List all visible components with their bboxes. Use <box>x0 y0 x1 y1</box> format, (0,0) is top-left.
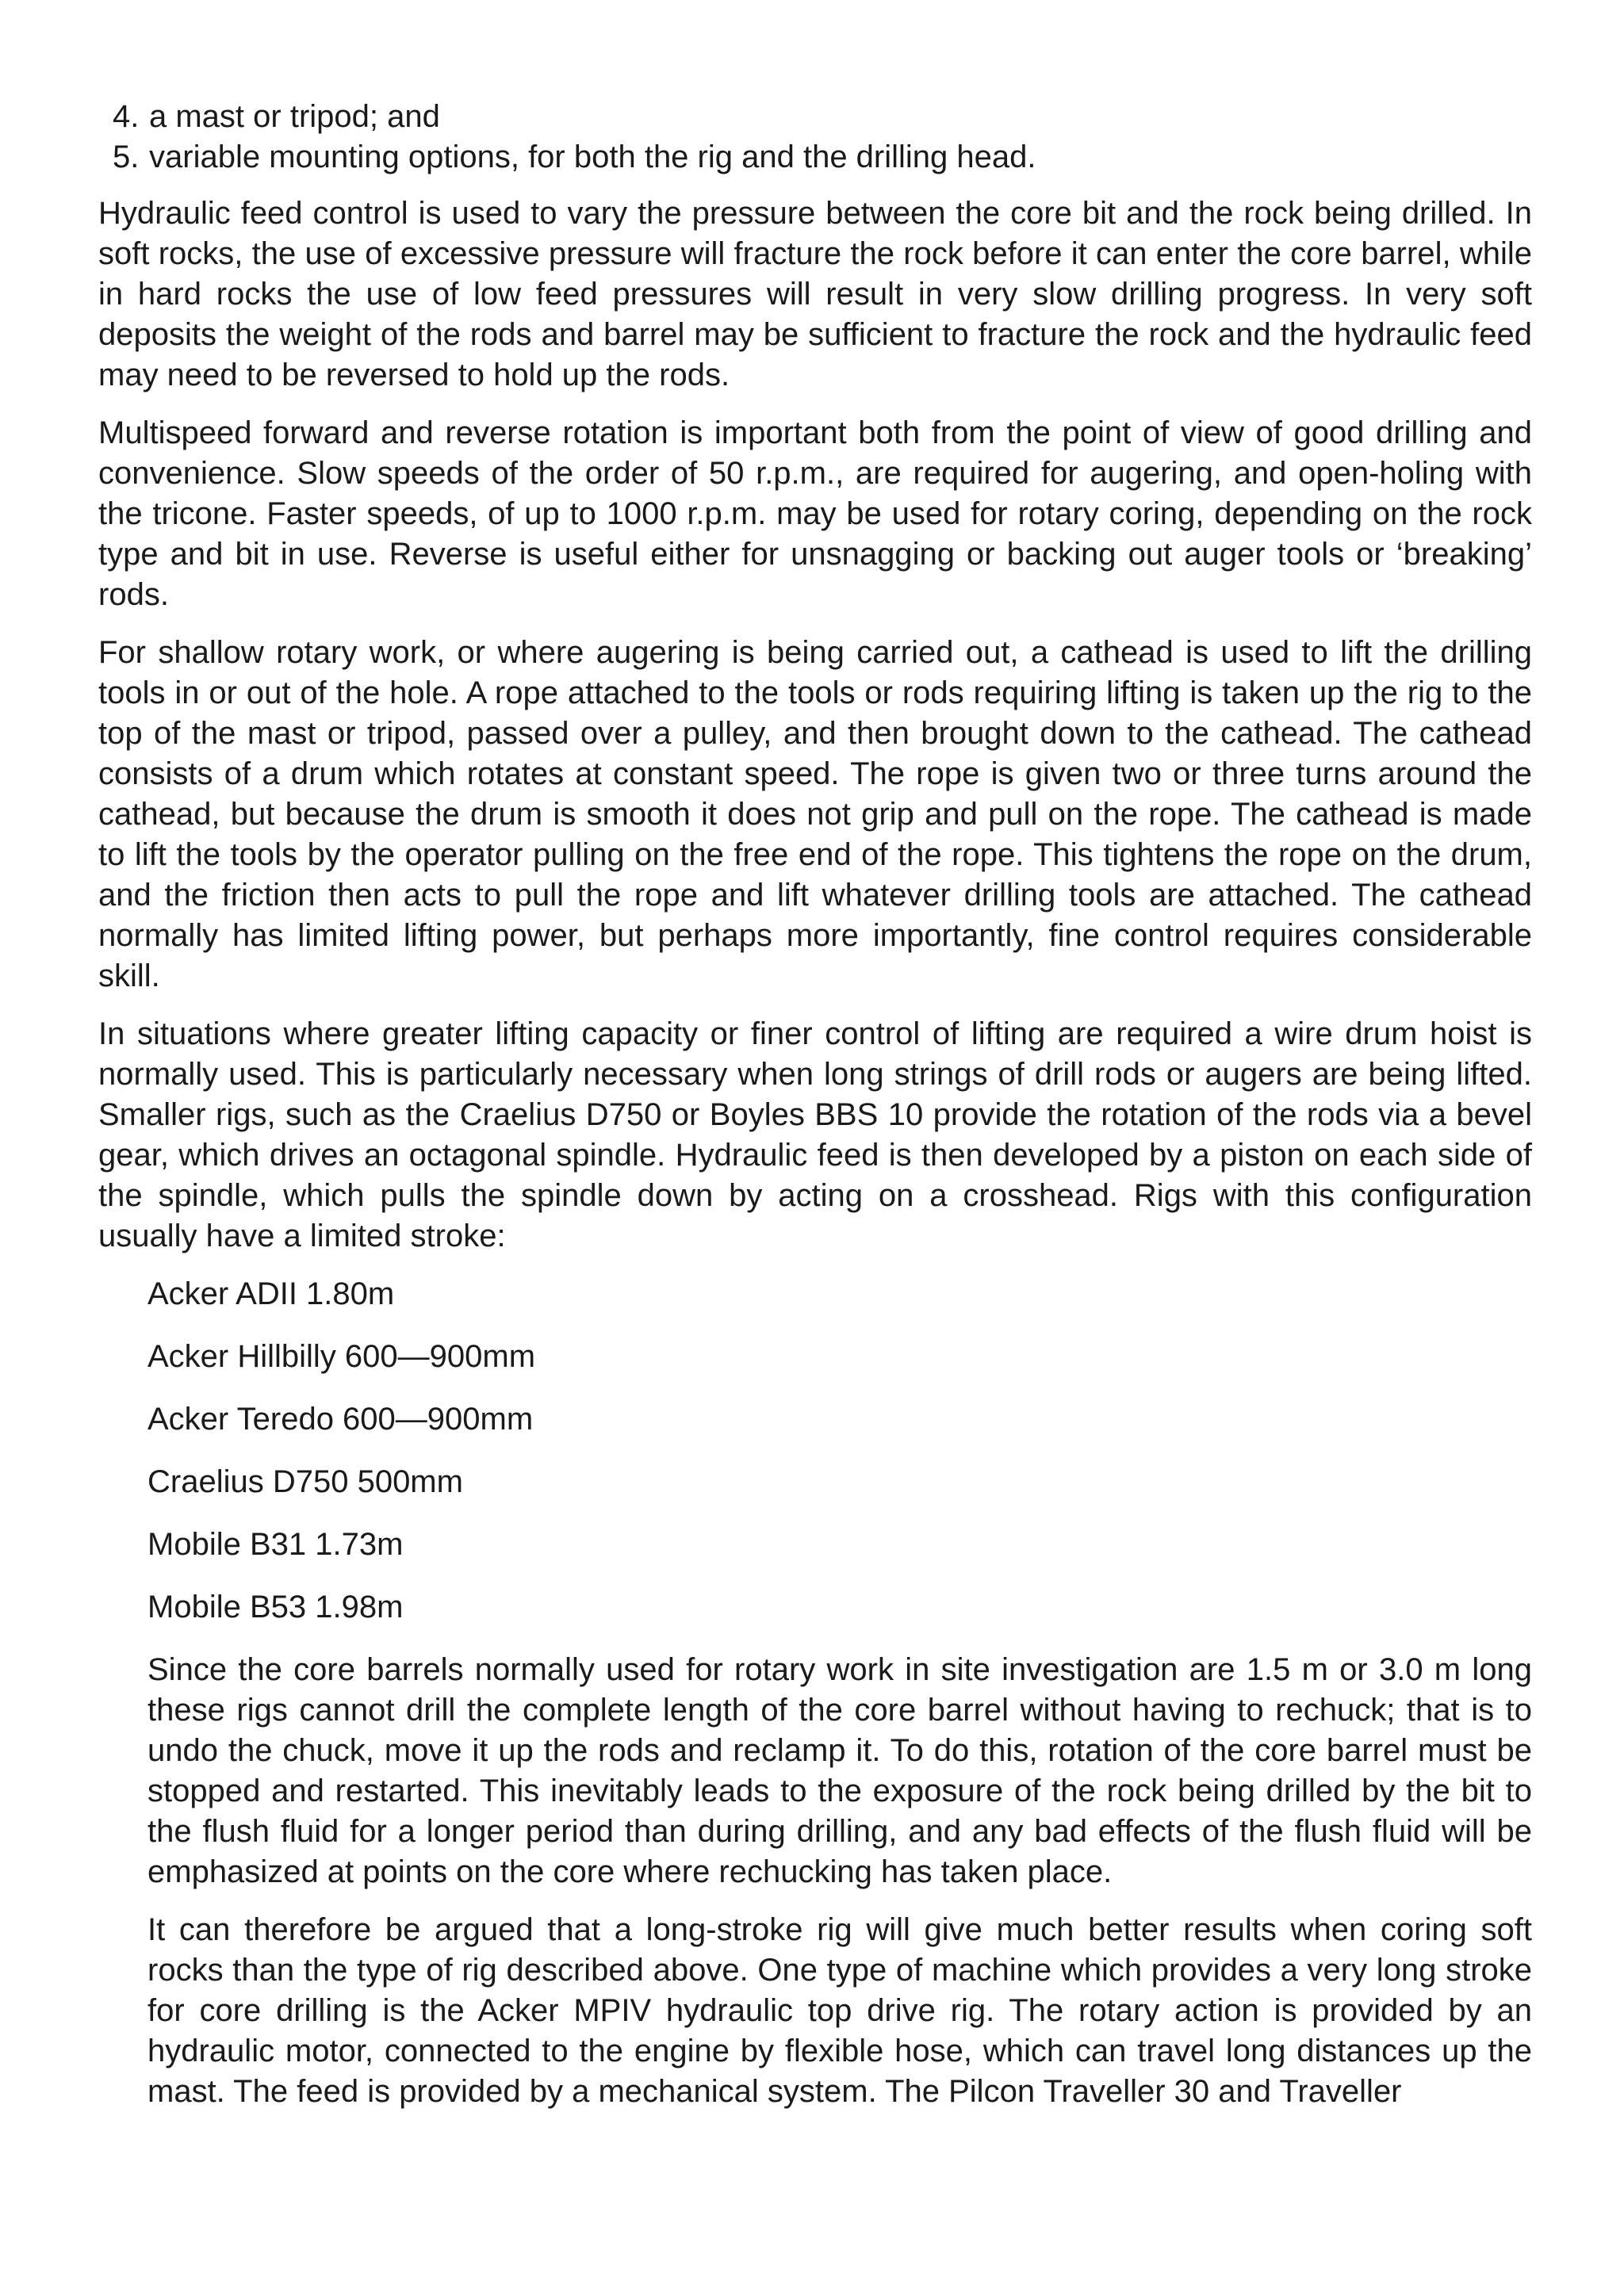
paragraph-rechuck: Since the core barrels normally used for rotary work in site investigation are 1.5 m or 3.0 m long these rigs cannot drill the complete length of the core barrel without having to rechuck; that is to undo the chuck, move it up the rods and reclamp it. To do this, rotation of the core barrel must be stopped and restarted. This inevitably leads to the exposure of the rock being drilled by the bit to the flush fluid for a longer period than during drilling, and any bad effects of the flush fluid will be emphasized at points on the core where rechucking has taken place. <box>147 1652 1532 1889</box>
list-item-number: 4. <box>113 99 140 134</box>
paragraph-long-stroke-rig: It can therefore be argued that a long-stroke rig will give much better results when coring soft rocks than the type of rig described above. One type of machine which provides a very long stroke for core drilling is the Acker MPIV hydraulic top drive rig. The rotary action is provided by an hydraulic motor, connected to the engine by flexible hose, which can travel long distances up the mast. The feed is provided by a mechanical system. The Pilcon Traveller 30 and Traveller <box>147 1912 1532 2109</box>
paragraph-cathead: For shallow rotary work, or where augering is being carried out, a cathead is used to lift the drilling tools in or out of the hole. A rope attached to the tools or rods requiring lifting is taken up the rig to the top of the mast or tripod, passed over a pulley, and then brought down to the cathead. The cathead consists of a drum which rotates at constant speed. The rope is given two or three turns around the cathead, but because the drum is smooth it does not grip and pull on the rope. The cathead is made to lift the tools by the operator pulling on the free end of the rope. This tightens the rope on the drum, and the friction then acts to pull the rope and lift whatever drilling tools are attached. The cathead normally has limited lifting power, but perhaps more importantly, fine control requires considerable skill. <box>98 635 1532 993</box>
rig-stroke-item: Acker Teredo 600—900mm <box>147 1402 534 1437</box>
document-page <box>98 97 1532 2130</box>
list-item-number: 5. <box>113 140 140 174</box>
rig-stroke-list <box>147 1274 1532 1628</box>
list-item-text: a mast or tripod; and <box>149 99 440 134</box>
paragraph-hydraulic-feed: Hydraulic feed control is used to vary the pressure between the core bit and the rock being drilled. In soft rocks, the use of excessive pressure will fracture the rock before it can enter the core barrel, while in hard rocks the use of low feed pressures will result in very slow drilling progress. In very soft deposits the weight of the rods and barrel may be sufficient to fracture the rock and the hydraulic feed may need to be reversed to hold up the rods. <box>98 196 1532 392</box>
rig-stroke-item: Acker Hillbilly 600—900mm <box>147 1339 536 1374</box>
paragraph-wire-drum-hoist: In situations where greater lifting capacity or finer control of lifting are required a wire drum hoist is normally used. This is particularly necessary when long strings of drill rods or augers are being lifted. Smaller rigs, such as the Craelius D750 or Boyles BBS 10 provide the rotation of the rods via a bevel gear, which drives an octagonal spindle. Hydraulic feed is then developed by a piston on each side of the spindle, which pulls the spindle down by acting on a crosshead. Rigs with this configuration usually have a limited stroke: <box>98 1016 1532 1253</box>
rig-stroke-item: Mobile B53 1.98m <box>147 1590 404 1624</box>
rig-stroke-item: Craelius D750 500mm <box>147 1464 463 1499</box>
paragraph-multispeed-rotation: Multispeed forward and reverse rotation is important both from the point of view of good drilling and convenience. Slow speeds of the order of 50 r.p.m., are required for augering, and open-holing with the tricone. Faster speeds, of up to 1000 r.p.m. may be used for rotary coring, depending on the rock type and bit in use. Reverse is useful either for unsnagging or backing out auger tools or ‘breaking’ rods. <box>98 415 1532 612</box>
list-item-text: variable mounting options, for both the rig and the drilling head. <box>149 140 1036 174</box>
rig-stroke-item: Acker ADII 1.80m <box>147 1276 395 1311</box>
list-item <box>98 97 1532 137</box>
feature-list <box>98 97 1532 178</box>
list-item <box>98 137 1532 178</box>
rig-stroke-item: Mobile B31 1.73m <box>147 1527 404 1562</box>
